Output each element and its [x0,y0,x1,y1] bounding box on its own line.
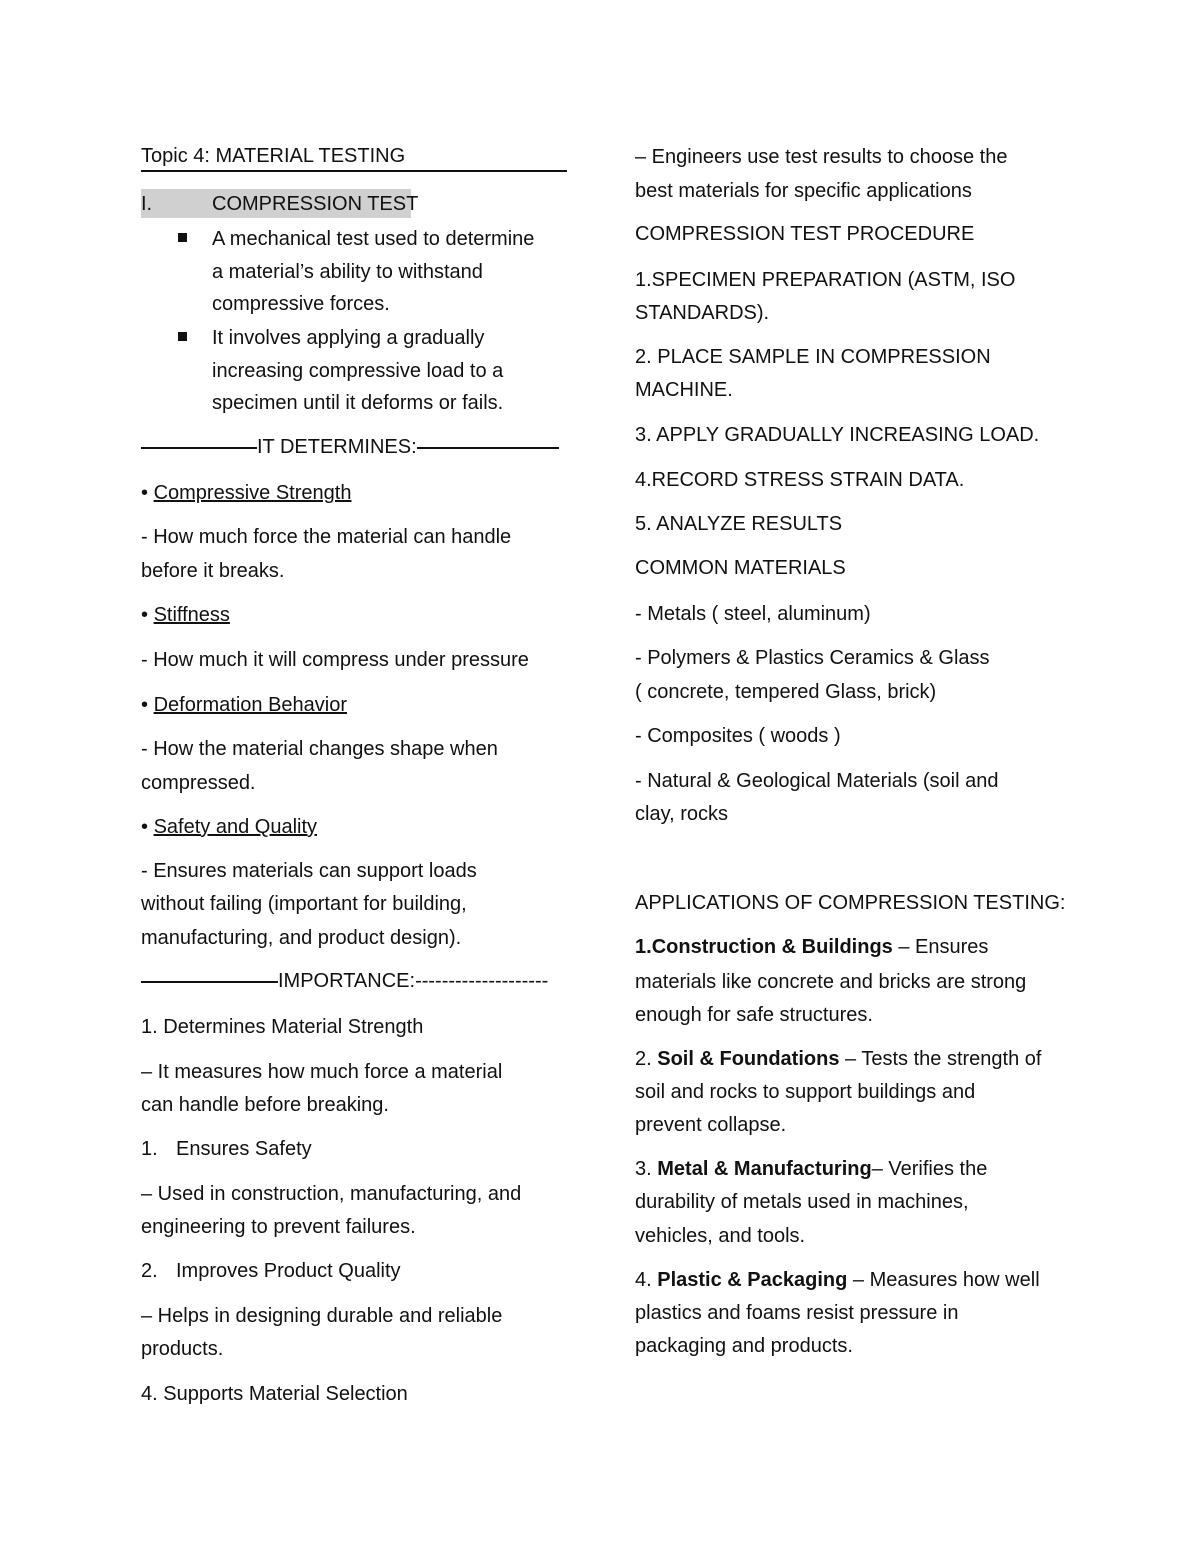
determines-term: Stiffness [153,604,230,626]
material-item: - Polymers & Plastics Ceramics & Glass [635,647,990,669]
bullet-dot: • [141,482,149,504]
determines-term-line [141,603,230,627]
importance-desc: – It measures how much force a material [141,1061,503,1083]
application-num: 2. [635,1048,658,1070]
determines-desc: - Ensures materials can support loads [141,860,477,882]
material-item: - Natural & Geological Materials (soil and [635,770,999,792]
determines-term: Compressive Strength [153,482,352,504]
determines-term-line [141,481,351,505]
determines-divider [141,435,559,459]
applications-heading: APPLICATIONS OF COMPRESSION TESTING: [635,892,1066,914]
material-item: - Metals ( steel, aluminum) [635,603,871,625]
application-text: – Ensures [892,936,989,958]
importance-desc: can handle before breaking. [141,1094,389,1116]
application-text: vehicles, and tools. [635,1225,806,1247]
application-text: packaging and products. [635,1335,853,1357]
importance-num: 1. [141,1016,158,1038]
material-item: ( concrete, tempered Glass, brick) [635,681,937,703]
dash-rule [417,447,559,449]
material-item: clay, rocks [635,803,728,825]
determines-term: Safety and Quality [153,816,318,838]
determines-desc: - How much force the material can handle [141,526,512,548]
application-num: 1. [635,936,652,958]
determines-desc: compressed. [141,772,256,794]
determines-desc: manufacturing, and product design). [141,927,462,949]
bullet-dot: • [141,694,149,716]
determines-desc: - How the material changes shape when [141,738,498,760]
application-term: Metal & Manufacturing [657,1158,872,1180]
application-text: durability of metals used in machines, [635,1191,969,1213]
determines-desc: before it breaks. [141,560,285,582]
dash-rule [141,981,278,983]
determines-label: IT DETERMINES: [257,436,417,458]
application-line [635,1047,1041,1071]
importance-item-line [141,1137,312,1161]
importance-desc: – Helps in designing durable and reliable [141,1305,503,1327]
bullet-line: compressive forces. [212,293,390,315]
importance-item-line [141,1015,423,1039]
application-num: 4. [635,1269,658,1291]
importance-heading: Determines Material Strength [163,1016,424,1038]
application-term: Soil & Foundations [657,1048,840,1070]
title-underline [141,170,567,172]
application-text: – Verifies the [871,1158,988,1180]
application-text: – Tests the strength of [839,1048,1042,1070]
page-title: Topic 4: MATERIAL TESTING [141,145,406,167]
square-bullet-icon [178,233,187,242]
dash-rule [141,447,257,449]
materials-heading: COMMON MATERIALS [635,557,846,579]
application-line [635,1157,987,1181]
importance-last-item: 4. Supports Material Selection [141,1383,408,1405]
bullet-line: A mechanical test used to determine [212,228,535,250]
application-text: – Measures how well [847,1269,1040,1291]
importance-heading: Ensures Safety [176,1138,312,1160]
importance-heading: Improves Product Quality [176,1260,401,1282]
bullet-dot: • [141,816,149,838]
application-text: enough for safe structures. [635,1004,873,1026]
procedure-step: MACHINE. [635,379,733,401]
determines-term-line [141,815,317,839]
section-numeral: I. [141,193,153,215]
importance-item-line [141,1259,401,1283]
bullet-line: It involves applying a gradually [212,327,485,349]
application-text: plastics and foams resist pressure in [635,1302,959,1324]
importance-dashes: -------------------- [415,970,549,992]
bullet-line: specimen until it deforms or fails. [212,392,504,414]
determines-desc: - How much it will compress under pressure [141,649,529,671]
continuation-line: best materials for specific applications [635,180,972,202]
procedure-heading: COMPRESSION TEST PROCEDURE [635,223,975,245]
bullet-line: a material’s ability to withstand [212,261,483,283]
bullet-line: increasing compressive load to a [212,360,504,382]
importance-divider [141,969,548,993]
application-num: 3. [635,1158,658,1180]
continuation-line: – Engineers use test results to choose the [635,146,1008,168]
procedure-step: 3. APPLY GRADUALLY INCREASING LOAD. [635,424,1040,446]
importance-num: 2. [141,1260,158,1282]
importance-desc: – Used in construction, manufacturing, and [141,1183,522,1205]
application-text: prevent collapse. [635,1114,787,1136]
procedure-step: 5. ANALYZE RESULTS [635,513,843,535]
section-heading: COMPRESSION TEST [212,193,419,215]
application-text: soil and rocks to support buildings and [635,1081,976,1103]
importance-desc: products. [141,1338,224,1360]
determines-desc: without failing (important for building, [141,893,467,915]
square-bullet-icon [178,332,187,341]
determines-term-line [141,693,347,717]
application-term: Construction & Buildings [651,936,893,958]
application-text: materials like concrete and bricks are strong [635,971,1027,993]
importance-desc: engineering to prevent failures. [141,1216,416,1238]
application-line [635,935,988,959]
material-item: - Composites ( woods ) [635,725,841,747]
application-term: Plastic & Packaging [657,1269,848,1291]
procedure-step: 1.SPECIMEN PREPARATION (ASTM, ISO [635,269,1016,291]
bullet-dot: • [141,604,149,626]
procedure-step: 4.RECORD STRESS STRAIN DATA. [635,469,965,491]
procedure-step: STANDARDS). [635,302,770,324]
procedure-step: 2. PLACE SAMPLE IN COMPRESSION [635,346,991,368]
importance-num: 1. [141,1138,158,1160]
determines-term: Deformation Behavior [153,694,348,716]
importance-label: IMPORTANCE: [278,970,416,992]
application-line [635,1268,1040,1292]
